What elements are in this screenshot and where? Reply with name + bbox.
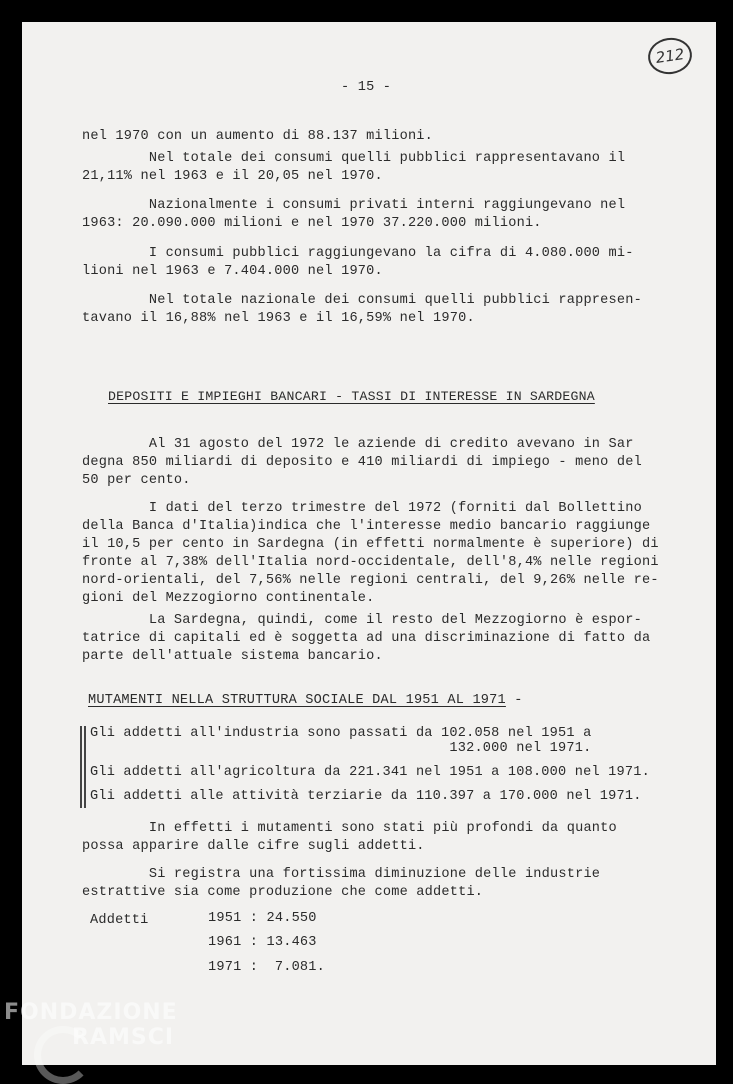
watermark-g-logo — [34, 1026, 92, 1084]
text-line: 50 per cento. — [82, 473, 191, 488]
text-line: I dati del terzo trimestre del 1972 (forniti dal Bollettino — [82, 501, 642, 516]
text-line: Nel totale nazionale dei consumi quelli pubblici rappresen- — [82, 293, 642, 308]
text-line: Gli addetti all'agricoltura da 221.341 nel 1951 a 108.000 nel 1971. — [90, 765, 650, 780]
section-title-depositi: DEPOSITI E IMPIEGHI BANCARI - TASSI DI INTERESSE IN SARDEGNA — [108, 389, 595, 404]
text-line: 132.000 nel 1971. — [90, 741, 592, 756]
text-line: estrattive sia come produzione che come addetti. — [82, 885, 484, 900]
margin-bar — [80, 726, 82, 808]
text-line: tavano il 16,88% nel 1963 e il 16,59% nel 1970. — [82, 311, 475, 326]
watermark-line2: RAMSCI — [72, 1025, 175, 1050]
text-line: della Banca d'Italia)indica che l'interesse medio bancario raggiunge — [82, 519, 651, 534]
text-line: gioni del Mezzogiorno continentale. — [82, 591, 375, 606]
margin-bar — [84, 726, 86, 808]
text-line: In effetti i mutamenti sono stati più profondi da quanto — [82, 821, 617, 836]
text-line: Nazionalmente i consumi privati interni raggiungevano nel — [82, 198, 626, 213]
text-line: 21,11% nel 1963 e il 20,05 nel 1970. — [82, 169, 383, 184]
addetti-row: 1971 : 7.081. — [208, 960, 326, 975]
watermark-line1: FONDAZIONE — [4, 1000, 178, 1025]
text-line: I consumi pubblici raggiungevano la cifra di 4.080.000 mi- — [82, 246, 634, 261]
section-title-text: MUTAMENTI NELLA STRUTTURA SOCIALE DAL 1951 AL 1971 — [88, 693, 506, 708]
text-line: nord-orientali, del 7,56% nelle regioni centrali, del 9,26% nelle re- — [82, 573, 659, 588]
section-title-suffix: - — [505, 693, 523, 708]
text-line: Nel totale dei consumi quelli pubblici rappresentavano il — [82, 151, 626, 166]
text-line: nel 1970 con un aumento di 88.137 milioni. — [82, 129, 434, 144]
text-line: il 10,5 per cento in Sardegna (in effetti normalmente è superiore) di — [82, 537, 659, 552]
text-line: fronte al 7,38% dell'Italia nord-occidentale, dell'8,4% nelle regioni — [82, 555, 659, 570]
text-line: lioni nel 1963 e 7.404.000 nel 1970. — [82, 264, 383, 279]
text-line: tatrice di capitali ed è soggetta ad una discriminazione di fatto da — [82, 631, 651, 646]
text-line: degna 850 miliardi di deposito e 410 miliardi di impiego - meno del — [82, 455, 642, 470]
text-line: Si registra una fortissima diminuzione delle industrie — [82, 867, 601, 882]
text-line: Gli addetti all'industria sono passati da 102.058 nel 1951 a — [90, 726, 592, 741]
text-line: Gli addetti alle attività terziarie da 110.397 a 170.000 nel 1971. — [90, 789, 642, 804]
addetti-row: 1951 : 24.550 — [208, 911, 317, 926]
text-line: Al 31 agosto del 1972 le aziende di credito avevano in Sar — [82, 437, 634, 452]
addetti-label: Addetti — [90, 913, 149, 928]
text-line: parte dell'attuale sistema bancario. — [82, 649, 383, 664]
text-line: possa apparire dalle cifre sugli addetti. — [82, 839, 425, 854]
text-line: La Sardegna, quindi, come il resto del Mezzogiorno è espor- — [82, 613, 642, 628]
addetti-row: 1961 : 13.463 — [208, 935, 317, 950]
page-number: - 15 - — [341, 80, 392, 95]
stamp-number: 212 — [654, 45, 686, 67]
text-line: 1963: 20.090.000 milioni e nel 1970 37.220.000 milioni. — [82, 216, 542, 231]
fondazione-gramsci-watermark — [4, 1000, 178, 1050]
section-title-mutamenti — [88, 692, 523, 710]
